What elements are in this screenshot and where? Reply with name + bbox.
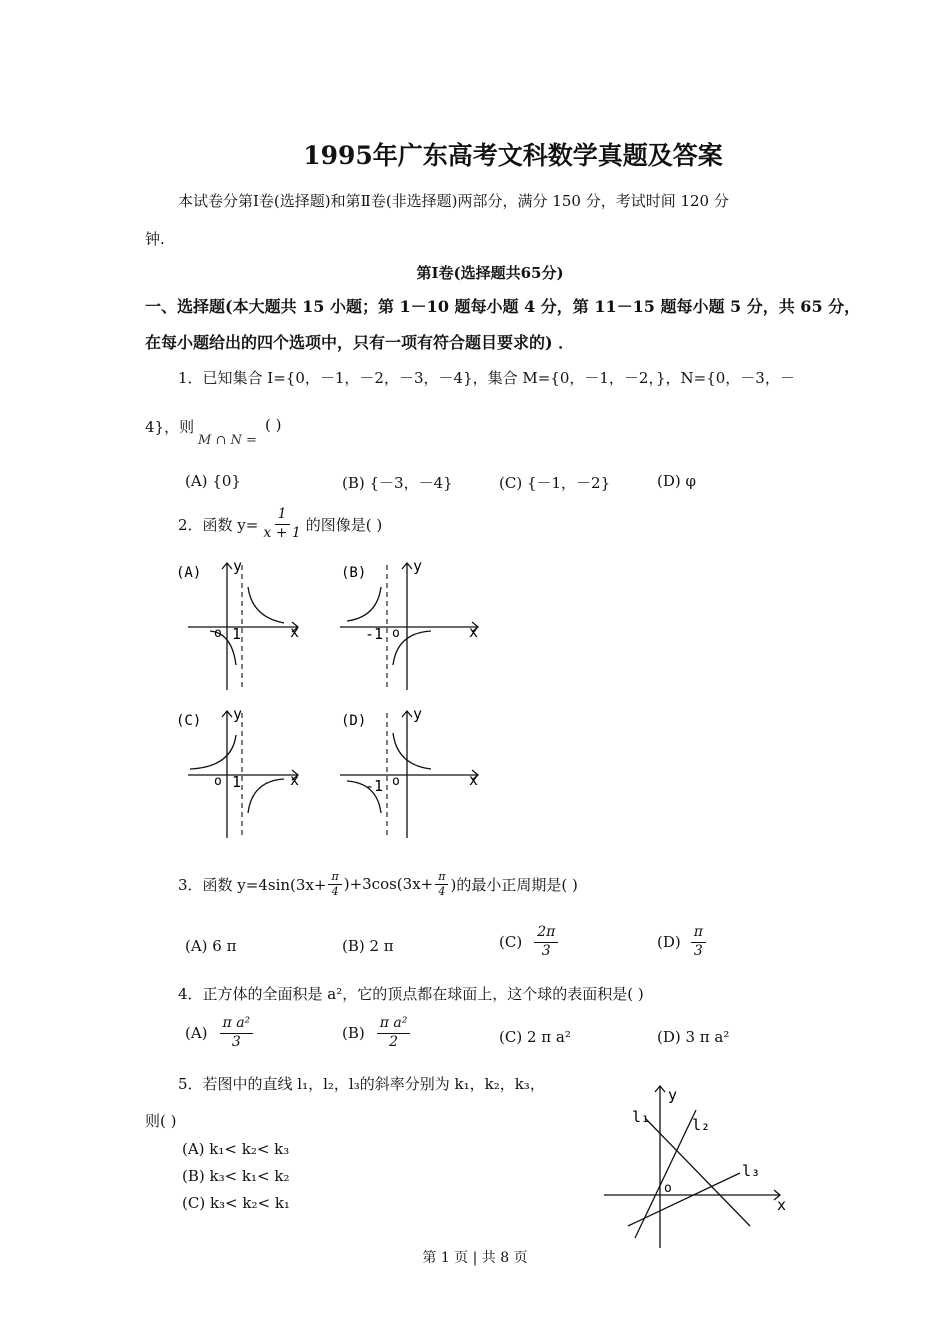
q3-stem-middle: )+3cos(3x+ [343,875,434,894]
q3-pi-over-4-second [435,870,448,899]
q3-option-c-fraction [534,924,558,960]
q5-stem-line-1: 5．若图中的直线 l₁，l₂，l₃的斜率分别为 k₁，k₂，k₃， [178,1075,545,1093]
graph-d [335,703,485,843]
graph-b-x-label: x [469,623,479,641]
q3-stem-prefix: 3．函数 y=4sin(3x+ [178,875,327,894]
q4-option-b-den: 2 [389,1033,398,1050]
q3-option-c-label: (C) [499,933,523,951]
q3-option-d-fraction [691,924,706,960]
q1-stem-line-1: 1．已知集合 I={0，－1，－2，－3，－4}，集合 M={0，－1，－2，}，N={0，－3，－ [178,369,795,387]
q5-option-a: (A) k₁< k₂< k₃ [182,1140,290,1158]
section-instructions-line-1: 一、选择题(本大题共 15 小题；第 1－10 题每小题 4 分，第 11－15 题每小题 5 分，共 65 分， [145,297,861,316]
q3-option-d-num: π [691,924,706,943]
graph-d-curve-upper [393,733,431,769]
graph-c-x-label: x [290,771,300,789]
q2-fraction-denominator: x + 1 [263,524,301,541]
graph-a-label: (A) [176,565,202,581]
graph-d-y-label: y [413,705,423,723]
graph-c-origin: o [214,774,222,789]
graph-a-x-label: x [290,623,300,641]
graph-c-curve-upper [190,735,236,769]
q5-graph-y-label: y [668,1086,678,1104]
q1-option-a: (A) {0} [185,472,241,490]
q1-stem-line-2: 4}，则 [145,418,195,436]
graph-c-curve-lower [248,779,284,813]
q5-option-b: (B) k₃< k₁< k₂ [182,1167,290,1185]
q3-frac1-num: π [328,870,341,885]
intro-line-2: 钟. [145,230,165,248]
graph-a-curve-upper [248,587,284,623]
q4-option-a-fraction [220,1015,254,1051]
q1-option-c: (C) {－1，－2} [499,474,611,492]
q4-option-a [185,1015,255,1051]
q1-answer-blank: ( ) [265,416,282,434]
graph-b-label: (B) [341,565,367,581]
page-title: 1995年广东高考文科数学真题及答案 [303,141,723,170]
graph-d-origin: o [392,774,400,789]
q4-option-b [342,1015,412,1051]
q4-option-a-den: 3 [231,1033,241,1050]
graph-b-origin: o [392,626,400,641]
graph-c-y-label: y [233,705,243,723]
q3-frac1-den: 4 [331,884,339,898]
q4-option-c: (C) 2 π a² [499,1028,571,1046]
q4-option-a-label: (A) [185,1024,208,1042]
intro-line-1: 本试卷分第Ⅰ卷(选择题)和第Ⅱ卷(非选择题)两部分，满分 150 分，考试时间 120 分 [178,192,729,210]
graph-a-tick: 1 [232,625,242,643]
q4-option-b-num: π a² [377,1015,411,1034]
q1-option-b: (B) {－3，－4} [342,474,453,492]
graph-a-origin: o [214,626,222,641]
q3-option-a: (A) 6 π [185,937,237,955]
q1-expression: M ∩ N = [198,433,257,448]
q2-stem-prefix: 2．函数 y= [178,515,259,534]
q3-frac2-den: 4 [438,884,446,898]
q5-graph-x-label: x [777,1196,787,1214]
q4-option-a-num: π a² [220,1015,254,1034]
graph-c-tick: 1 [232,773,242,791]
q2-fraction-numerator: 1 [275,506,290,525]
section-instructions-line-2: 在每小题给出的四个选项中，只有一项有符合题目要求的) ． [145,333,575,352]
graph-d-label: (D) [341,713,367,729]
q5-option-c: (C) k₃< k₂< k₁ [182,1194,290,1212]
q3-stem-suffix: )的最小正周期是( ) [450,875,578,894]
graph-b-tick: -1 [365,625,384,643]
page-footer: 第 1 页 | 共 8 页 [422,1250,528,1266]
q2-stem-suffix: 的图像是( ) [305,515,383,534]
graph-c [170,703,310,843]
q5-label-l2: l₂ [692,1116,711,1134]
q3-option-c-num: 2π [534,924,558,943]
q3-option-c-den: 3 [541,942,551,959]
q4-stem: 4．正方体的全面积是 a²，它的顶点都在球面上，这个球的表面积是( ) [178,985,644,1003]
part-heading: 第Ⅰ卷(选择题共65分) [416,264,564,282]
q3-frac2-num: π [435,870,448,885]
q3-stem [178,870,578,899]
q2-stem [178,506,382,542]
graph-d-x-label: x [469,771,479,789]
graph-c-label: (C) [176,713,202,729]
q3-option-c [499,924,560,960]
q5-label-l1: l₁ [632,1108,651,1126]
q3-pi-over-4-first [328,870,341,899]
graph-b-y-label: y [413,557,423,575]
q3-option-d-label: (D) [657,933,681,951]
q2-fraction [260,506,303,542]
q3-option-b: (B) 2 π [342,937,394,955]
q3-option-d-den: 3 [693,942,703,959]
graph-a-y-label: y [233,557,243,575]
q3-option-d [657,924,708,960]
graph-b-curve-upper [347,587,381,621]
q5-label-l3: l₃ [742,1162,761,1180]
q4-option-b-label: (B) [342,1024,365,1042]
q4-option-d: (D) 3 π a² [657,1028,730,1046]
graph-b [335,555,485,695]
q5-lines-graph [600,1080,800,1252]
q1-option-d: (D) φ [657,472,697,490]
graph-a [170,555,310,695]
q5-line-l3 [628,1173,740,1226]
graph-d-tick: -1 [365,777,384,795]
q5-graph-origin: o [664,1181,672,1196]
q5-stem-line-2: 则( ) [145,1112,177,1130]
q4-option-b-fraction [377,1015,411,1051]
